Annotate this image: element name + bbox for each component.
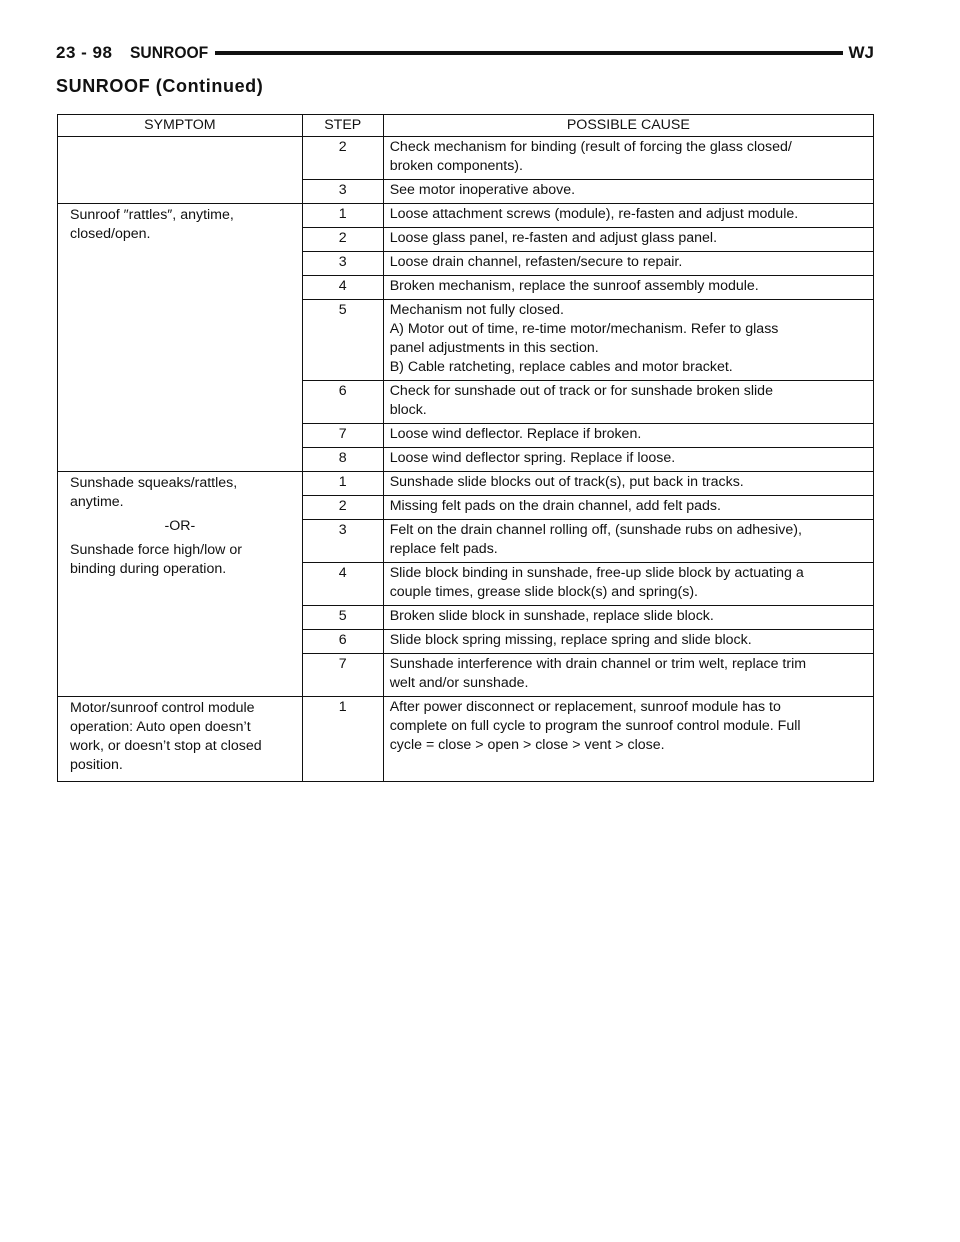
- symptom-text: [64, 698, 296, 778]
- table-header-row: [58, 115, 874, 137]
- symptom-text: [64, 205, 296, 247]
- possible-cause-cell: [383, 381, 873, 424]
- possible-cause-cell: [383, 654, 873, 697]
- possible-cause-cell: [383, 180, 873, 204]
- possible-cause-cell: [383, 252, 873, 276]
- step-cell: 7: [302, 424, 383, 448]
- possible-cause-cell: [383, 520, 873, 563]
- possible-cause-cell: [383, 300, 873, 381]
- cause-line: welt and/or sunshade.: [389, 675, 529, 691]
- cause-line: cycle = close > open > close > vent > close.: [389, 737, 665, 753]
- cause-line: Loose wind deflector spring. Replace if loose.: [389, 450, 676, 466]
- chapter-title: SUNROOF: [130, 43, 209, 62]
- possible-cause-cell: [383, 697, 873, 782]
- possible-cause-cell: [383, 496, 873, 520]
- step-cell: 3: [302, 180, 383, 204]
- cause-line: Loose drain channel, refasten/secure to repair.: [389, 254, 683, 270]
- step-cell: 2: [302, 228, 383, 252]
- model-code: WJ: [848, 43, 874, 62]
- step-cell: 4: [302, 276, 383, 300]
- step-cell: 6: [302, 630, 383, 654]
- symptom-cell: [58, 472, 303, 697]
- cause-line: Slide block spring missing, replace spring and slide block.: [389, 632, 752, 648]
- symptom-line: binding during operation.: [70, 561, 227, 577]
- possible-cause-cell: [383, 137, 873, 180]
- step-cell: 1: [302, 697, 383, 782]
- page-header: [56, 40, 874, 66]
- cause-line: B) Cable ratcheting, replace cables and motor bracket.: [389, 359, 733, 375]
- cause-line: Loose attachment screws (module), re-fasten and adjust module.: [389, 206, 799, 222]
- symptom-text: [64, 473, 296, 515]
- cause-line: block.: [389, 402, 427, 418]
- step-cell: 1: [302, 204, 383, 228]
- possible-cause-cell: [383, 228, 873, 252]
- cause-line: After power disconnect or replacement, sunroof module has to: [389, 699, 781, 715]
- symptom-line: Sunshade force high/low or: [70, 542, 242, 558]
- cause-line: A) Motor out of time, re-time motor/mechanism. Refer to glass: [389, 321, 779, 337]
- cause-line: Felt on the drain channel rolling off, (sunshade rubs on adhesive),: [389, 522, 802, 538]
- cause-line: complete on full cycle to program the sunroof control module. Full: [389, 718, 801, 734]
- possible-cause-cell: [383, 563, 873, 606]
- step-cell: 8: [302, 448, 383, 472]
- cause-line: Broken mechanism, replace the sunroof assembly module.: [389, 278, 759, 294]
- possible-cause-cell: [383, 448, 873, 472]
- symptom-line: closed/open.: [70, 226, 151, 242]
- step-cell: 2: [302, 496, 383, 520]
- symptom-line: position.: [70, 757, 123, 773]
- symptom-cell: [58, 697, 303, 782]
- cause-line: replace felt pads.: [389, 541, 498, 557]
- cause-line: Mechanism not fully closed.: [389, 302, 564, 318]
- step-cell: 3: [302, 520, 383, 563]
- symptom-text: [64, 540, 296, 582]
- table-row: [58, 472, 874, 496]
- page-number: 23 - 98: [56, 43, 113, 62]
- step-cell: 5: [302, 606, 383, 630]
- symptom-or-separator: -OR-: [164, 518, 196, 534]
- diagnosis-table: [57, 114, 874, 782]
- cause-line: Loose glass panel, re-fasten and adjust glass panel.: [389, 230, 718, 246]
- step-cell: 1: [302, 472, 383, 496]
- step-cell: 3: [302, 252, 383, 276]
- step-cell: 2: [302, 137, 383, 180]
- cause-line: Check mechanism for binding (result of forcing the glass closed/: [389, 139, 792, 155]
- symptom-line: Sunroof ″rattles″, anytime,: [70, 207, 234, 223]
- possible-cause-cell: [383, 606, 873, 630]
- column-header-step: STEP: [302, 115, 383, 137]
- cause-line: Loose wind deflector. Replace if broken.: [389, 426, 642, 442]
- step-cell: 7: [302, 654, 383, 697]
- symptom-cell: [58, 204, 303, 472]
- cause-line: panel adjustments in this section.: [389, 340, 599, 356]
- step-cell: 5: [302, 300, 383, 381]
- possible-cause-cell: [383, 204, 873, 228]
- symptom-line: Motor/sunroof control module: [70, 700, 255, 716]
- table-row: [58, 204, 874, 228]
- symptom-line: work, or doesn’t stop at closed: [70, 738, 262, 754]
- cause-line: Broken slide block in sunshade, replace slide block.: [389, 608, 714, 624]
- step-cell: 4: [302, 563, 383, 606]
- cause-line: Check for sunshade out of track or for sunshade broken slide: [389, 383, 773, 399]
- header-rule: [215, 51, 842, 55]
- possible-cause-cell: [383, 630, 873, 654]
- possible-cause-cell: [383, 424, 873, 448]
- cause-line: Sunshade slide blocks out of track(s), put back in tracks.: [389, 474, 744, 490]
- cause-line: couple times, grease slide block(s) and spring(s).: [389, 584, 699, 600]
- cause-line: Sunshade interference with drain channel or trim welt, replace trim: [389, 656, 807, 672]
- column-header-possible-cause: POSSIBLE CAUSE: [383, 115, 873, 137]
- cause-line: See motor inoperative above.: [389, 182, 576, 198]
- symptom-cell: [58, 137, 303, 204]
- possible-cause-cell: [383, 472, 873, 496]
- cause-line: broken components).: [389, 158, 523, 174]
- table-body: [58, 137, 874, 782]
- cause-line: Slide block binding in sunshade, free-up slide block by actuating a: [389, 565, 804, 581]
- column-header-symptom: SYMPTOM: [58, 115, 303, 137]
- symptom-line: anytime.: [70, 494, 124, 510]
- table-row: [58, 137, 874, 180]
- table-row: [58, 697, 874, 782]
- section-title: SUNROOF (Continued): [56, 76, 264, 96]
- step-cell: 6: [302, 381, 383, 424]
- symptom-line: Sunshade squeaks/rattles,: [70, 475, 238, 491]
- possible-cause-cell: [383, 276, 873, 300]
- symptom-line: operation: Auto open doesn’t: [70, 719, 251, 735]
- cause-line: Missing felt pads on the drain channel, add felt pads.: [389, 498, 721, 514]
